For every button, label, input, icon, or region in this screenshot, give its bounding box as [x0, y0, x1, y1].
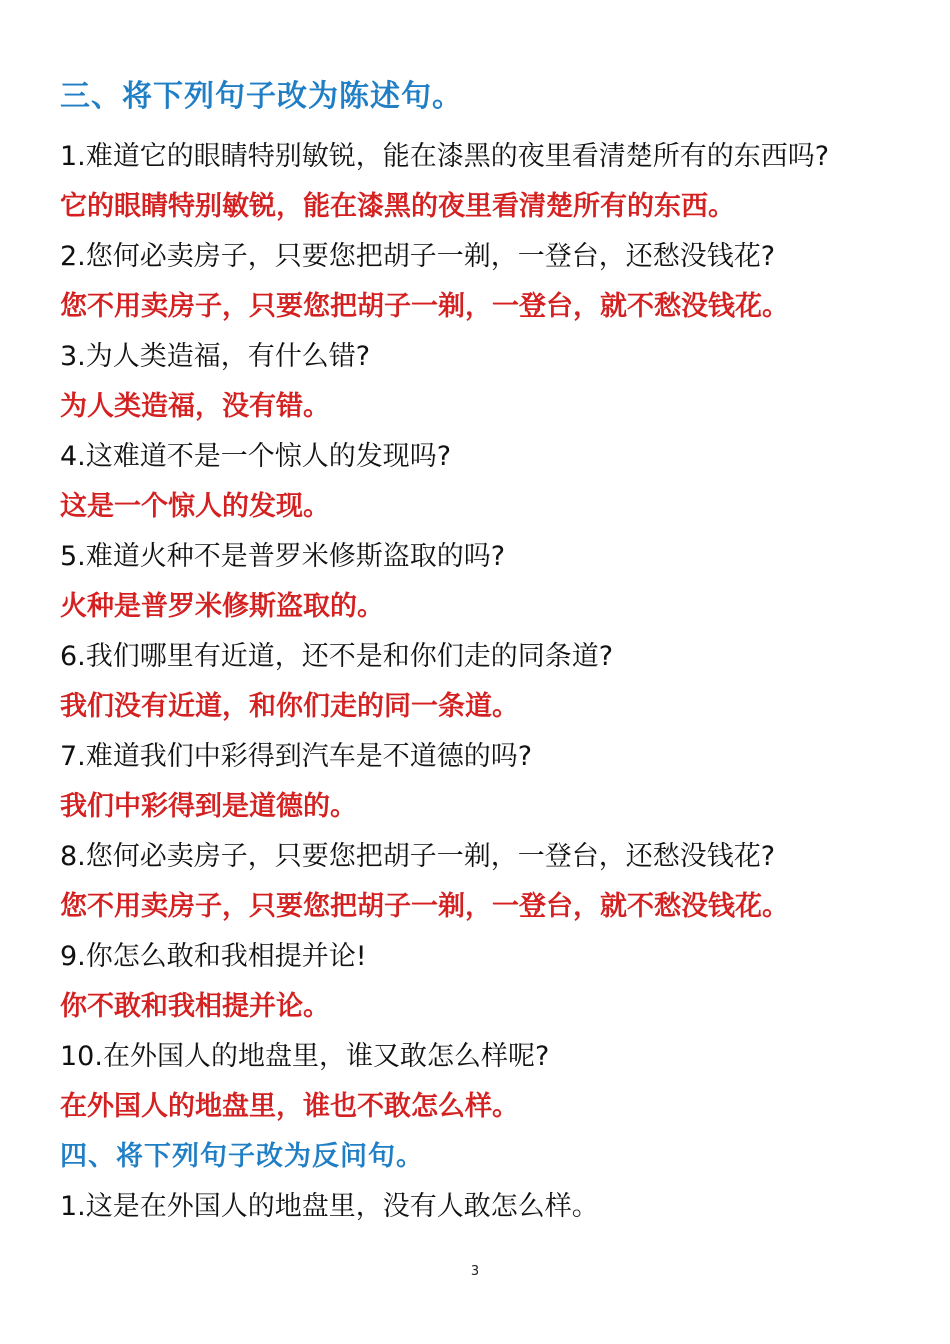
question-8: 8.您何必卖房子，只要您把胡子一剃，一登台，还愁没钱花? — [60, 841, 776, 872]
answer-9: 你不敢和我相提并论。 — [60, 991, 330, 1022]
worksheet-content — [60, 76, 910, 1232]
answer-4: 这是一个惊人的发现。 — [60, 491, 330, 522]
answer-1: 它的眼睛特别敏锐，能在漆黑的夜里看清楚所有的东西。 — [60, 191, 735, 222]
section-4-question-1: 1.这是在外国人的地盘里，没有人敢怎么样。 — [60, 1191, 599, 1222]
page-number: 3 — [470, 1264, 480, 1279]
section-4-title: 四、将下列句子改为反问句。 — [60, 1141, 424, 1172]
answer-2: 您不用卖房子，只要您把胡子一剃，一登台，就不愁没钱花。 — [60, 291, 789, 322]
question-1: 1.难道它的眼睛特别敏锐，能在漆黑的夜里看清楚所有的东西吗? — [60, 141, 830, 172]
answer-6: 我们没有近道，和你们走的同一条道。 — [60, 691, 519, 722]
answer-5: 火种是普罗米修斯盗取的。 — [60, 591, 384, 622]
answer-7: 我们中彩得到是道德的。 — [60, 791, 357, 822]
question-9: 9.你怎么敢和我相提并论! — [60, 941, 367, 972]
question-6: 6.我们哪里有近道，还不是和你们走的同条道? — [60, 641, 614, 672]
answer-3: 为人类造福，没有错。 — [60, 391, 330, 422]
question-2: 2.您何必卖房子，只要您把胡子一剃，一登台，还愁没钱花? — [60, 241, 776, 272]
question-7: 7.难道我们中彩得到汽车是不道德的吗? — [60, 741, 533, 772]
answer-10: 在外国人的地盘里，谁也不敢怎么样。 — [60, 1091, 519, 1122]
question-5: 5.难道火种不是普罗米修斯盗取的吗? — [60, 541, 506, 572]
question-4: 4.这难道不是一个惊人的发现吗? — [60, 441, 452, 472]
section-3-title: 三、将下列句子改为陈述句。 — [60, 79, 463, 114]
answer-8: 您不用卖房子，只要您把胡子一剃，一登台，就不愁没钱花。 — [60, 891, 789, 922]
question-10: 10.在外国人的地盘里，谁又敢怎么样呢? — [60, 1041, 550, 1072]
question-3: 3.为人类造福，有什么错? — [60, 341, 371, 372]
